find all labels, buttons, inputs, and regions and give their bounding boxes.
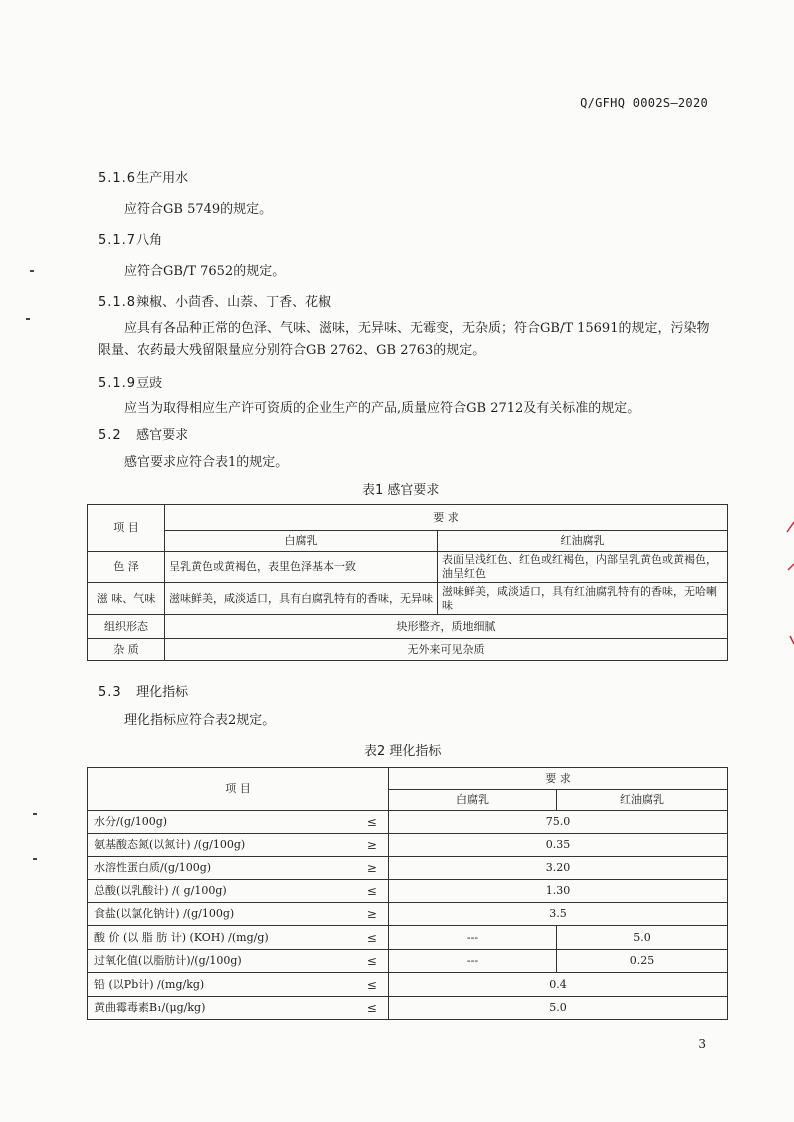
table2-caption: 表2 理化指标	[364, 744, 442, 759]
section-5-1-6-text: 应符合GB 5749的规定。	[124, 202, 273, 217]
section-5-2-text: 感官要求应符合表1的规定。	[124, 455, 289, 470]
section-5-1-6-heading	[98, 167, 188, 186]
document-code: Q/GFHQ 0002S—2020	[580, 96, 708, 110]
table2-item: 氨基酸态氮(以氮计) /(g/100g)	[88, 834, 356, 857]
table1-sensory	[87, 504, 728, 661]
table2-merged-value: 75.0	[389, 811, 728, 834]
table-row	[88, 552, 728, 583]
table1-white-value: 呈乳黄色或黄褐色，表里色泽基本一致	[165, 552, 438, 583]
table-row	[88, 811, 728, 834]
table-row	[88, 857, 728, 880]
section-5-3-text: 理化指标应符合表2规定。	[124, 713, 276, 728]
table2-red-value: 0.25	[557, 950, 728, 973]
table1-white-value: 滋味鲜美，咸淡适口，具有白腐乳特有的香味，无异味	[165, 583, 438, 615]
table2-merged-value: 1.30	[389, 880, 728, 903]
table-row	[88, 639, 728, 661]
table1-item: 色 泽	[88, 552, 165, 583]
table2-white-value: ---	[389, 950, 557, 973]
table2-item: 过氧化值(以脂肪计)/(g/100g)	[88, 950, 356, 973]
table1-head-white: 白腐乳	[165, 531, 438, 552]
section-5-1-9-heading	[98, 372, 162, 391]
table2-red-value: 5.0	[557, 926, 728, 950]
table2-comparator: ≤	[356, 997, 389, 1020]
table2-item: 水溶性蛋白质/(g/100g)	[88, 857, 356, 880]
table1-item: 滋 味、气味	[88, 583, 165, 615]
table1-merged-value: 无外来可见杂质	[165, 639, 728, 661]
section-number: 5.1.8	[98, 295, 137, 310]
table-row	[88, 615, 728, 639]
table2-comparator: ≤	[356, 880, 389, 903]
section-title: 理化指标	[136, 685, 189, 700]
table2-item: 酸 价 (以 脂 肪 计) (KOH) /(mg/g)	[88, 926, 356, 950]
scan-dot-mark	[33, 858, 37, 860]
section-number: 5.1.6	[98, 171, 137, 186]
table1-caption: 表1 感官要求	[362, 483, 440, 498]
section-title: 辣椒、小茴香、山萘、丁香、花椒	[136, 295, 332, 310]
table2-merged-value: 0.35	[389, 834, 728, 857]
section-5-1-7-text: 应符合GB/T 7652的规定。	[124, 264, 286, 279]
table1-head-red: 红油腐乳	[438, 531, 728, 552]
section-number: 5.2	[98, 428, 122, 443]
table2-head-red: 红油腐乳	[557, 790, 728, 811]
table1-merged-value: 块形整齐，质地细腻	[165, 615, 728, 639]
table2-merged-value: 0.4	[389, 973, 728, 997]
section-5-1-8-heading	[98, 291, 331, 310]
table-row	[88, 583, 728, 615]
section-5-1-9-text: 应当为取得相应生产许可资质的企业生产的产品,质量应符合GB 2712及有关标准的规定。	[124, 401, 641, 416]
red-tick-mark	[788, 564, 794, 570]
table-row	[88, 926, 728, 950]
table2-comparator: ≤	[356, 950, 389, 973]
table2-comparator: ≥	[356, 857, 389, 880]
section-title: 感官要求	[136, 428, 189, 443]
table2-merged-value: 5.0	[389, 997, 728, 1020]
table-row	[88, 950, 728, 973]
red-tick-mark	[787, 522, 794, 532]
table2-comparator: ≥	[356, 903, 389, 926]
table1-head-item: 项 目	[88, 505, 165, 552]
table2-head-item: 项 目	[88, 768, 389, 811]
section-5-3-heading	[98, 681, 188, 700]
table2-item: 总酸(以乳酸计) /( g/100g)	[88, 880, 356, 903]
table2-merged-value: 3.20	[389, 857, 728, 880]
table1-red-value: 表面呈浅红色、红色或红褐色，内部呈乳黄色或黄褐色，油呈红色	[438, 552, 728, 583]
section-title: 生产用水	[136, 171, 189, 186]
table2-merged-value: 3.5	[389, 903, 728, 926]
table-row	[88, 903, 728, 926]
red-tick-mark	[790, 636, 794, 644]
table2-item: 黄曲霉毒素B₁/(μg/kg)	[88, 997, 356, 1020]
scan-dot-mark	[30, 270, 34, 272]
table-row	[88, 997, 728, 1020]
table2-white-value: ---	[389, 926, 557, 950]
section-number: 5.3	[98, 685, 122, 700]
table2-comparator: ≤	[356, 973, 389, 997]
table2-item: 食盐(以氯化钠计) /(g/100g)	[88, 903, 356, 926]
table-row	[88, 880, 728, 903]
scan-dot-mark	[33, 813, 37, 815]
page-number: 3	[698, 1037, 706, 1051]
table2-item: 水分/(g/100g)	[88, 811, 356, 834]
table1-item: 杂 质	[88, 639, 165, 661]
section-title: 豆豉	[136, 376, 163, 391]
table1-head-requirement: 要 求	[165, 505, 728, 531]
table2-comparator: ≥	[356, 834, 389, 857]
section-title: 八角	[136, 233, 163, 248]
section-5-2-heading	[98, 424, 188, 443]
section-5-1-7-heading	[98, 229, 162, 248]
table2-item: 铅 (以Pb计) /(mg/kg)	[88, 973, 356, 997]
table-row	[88, 973, 728, 997]
table2-head-white: 白腐乳	[389, 790, 557, 811]
margin-red-marks	[782, 520, 794, 660]
table2-head-requirement: 要 求	[389, 768, 728, 790]
section-number: 5.1.9	[98, 376, 137, 391]
section-5-1-8-text: 应具有各品种正常的色泽、气味、滋味，无异味、无霉变，无杂质；符合GB/T 15691的规定，污染物限量、农药最大残留限量应分别符合GB 2762、GB 2763的规定。	[98, 321, 710, 358]
table1-red-value: 滋味鲜美，咸淡适口，具有红油腐乳特有的香味，无哈喇味	[438, 583, 728, 615]
table-row	[88, 834, 728, 857]
section-number: 5.1.7	[98, 233, 137, 248]
table2-comparator: ≤	[356, 811, 389, 834]
table2-physicochemical	[87, 767, 728, 1020]
table2-comparator: ≤	[356, 926, 389, 950]
scan-dot-mark	[26, 318, 30, 320]
table1-item: 组织形态	[88, 615, 165, 639]
